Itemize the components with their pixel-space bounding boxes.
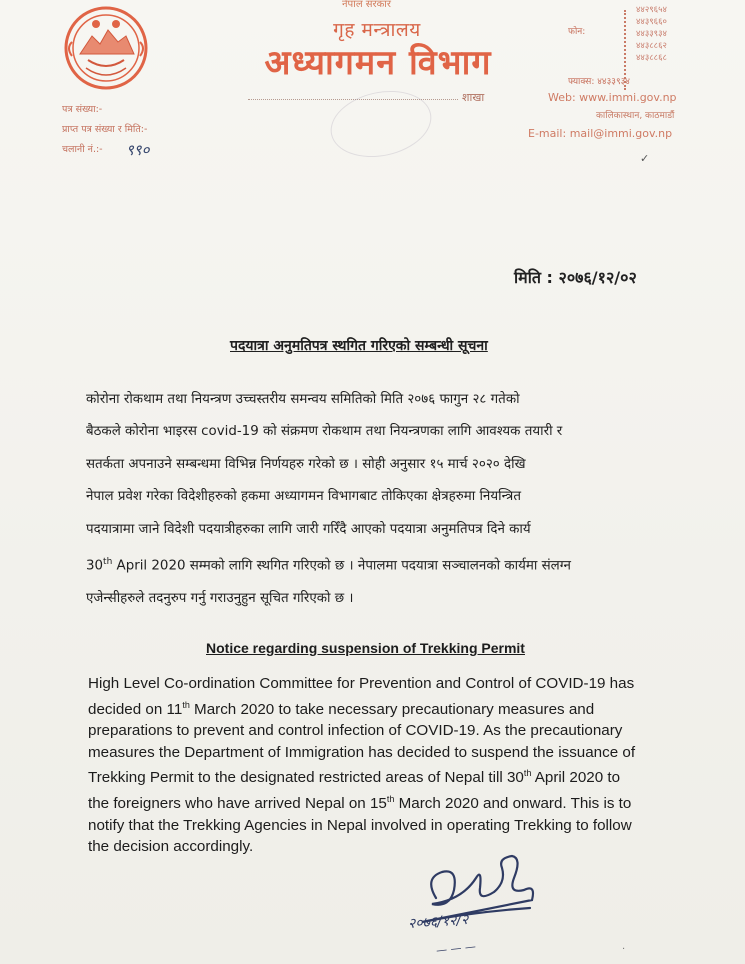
nepal-emblem-icon <box>58 2 154 94</box>
nepali-line-date-prefix: 30 <box>86 558 104 574</box>
phone-number: ४४३९६६० <box>636 17 667 27</box>
ordinal-suffix: th <box>523 768 532 779</box>
signature-date: २०७६/१२/२ <box>407 911 469 933</box>
dispatch-number: ९९० <box>126 141 150 159</box>
english-line: notify that the Trekking Agencies in Nepal involved in operating Trekking to follow <box>88 816 632 834</box>
header-divider <box>624 10 627 90</box>
notice-date: मिति : २०७६/१२/०२ <box>514 268 637 287</box>
faint-stamp <box>324 82 437 166</box>
check-mark-icon: ✓ <box>640 152 650 165</box>
nepali-notice-title: पदयात्रा अनुमतिपत्र स्थगित गरिएको सम्बन्धी सूचना <box>230 338 488 354</box>
nepali-notice-body <box>86 384 676 615</box>
phone-number: ४४२९६५४ <box>636 5 667 15</box>
nepali-line <box>86 546 676 583</box>
section-label: शाखा <box>462 91 485 104</box>
english-line: High Level Co-ordination Committee for Prevention and Control of COVID-19 has <box>88 675 635 692</box>
english-line <box>88 763 658 789</box>
english-line-part: decided on 11 <box>88 700 183 718</box>
english-line: measures the Department of Immigration has decided to suspend the issuance of <box>88 743 636 761</box>
website-link[interactable]: Web: www.immi.gov.np <box>548 91 677 104</box>
ministry-name: गृह मन्त्रालय <box>333 19 421 41</box>
english-line <box>88 695 658 721</box>
nepali-line: पदयात्रामा जाने विदेशी पदयात्रीहरुका लागि जारी गरिँदै आएको पदयात्रा अनुमतिपत्र दिने कार्य <box>86 521 531 537</box>
english-line-part: March 2020 to take necessary precautionary measures and <box>189 700 595 718</box>
ordinal-suffix: th <box>103 557 113 568</box>
ordinal-suffix: th <box>386 794 395 805</box>
received-letter-label: प्राप्त पत्र संख्या र मिति:- <box>62 124 148 135</box>
english-notice-title: Notice regarding suspension of Trekking Permit <box>206 640 525 656</box>
english-line-part: March 2020 and onward. This is to <box>394 795 632 813</box>
corner-mark: · <box>622 944 626 955</box>
signatory-name: — — — <box>435 939 477 958</box>
english-notice-body <box>88 673 658 858</box>
handwritten-signature <box>402 838 562 958</box>
department-name: अध्यागमन विभाग <box>264 43 492 83</box>
office-address: कालिकास्थान, काठमाडौं <box>596 111 675 121</box>
english-line: the decision accordingly. <box>88 838 254 856</box>
nepali-line: नेपाल प्रवेश गरेका विदेशीहरुको हकमा अध्यागमन विभागबाट तोकिएका क्षेत्रहरुमा नियन्त्रित <box>86 489 521 505</box>
letter-number-label: पत्र संख्या:- <box>62 104 103 115</box>
ordinal-suffix: th <box>182 699 190 710</box>
english-line <box>88 789 658 815</box>
nepali-line: एजेन्सीहरुले तदनुरुप गर्नु गराउनुहुन सूचित गरिएको छ । <box>86 590 354 606</box>
phone-list <box>636 4 696 64</box>
phone-number: ४४३३९३४ <box>636 29 667 39</box>
nepali-line: सतर्कता अपनाउने सम्बन्धमा विभिन्न निर्णयहरु गरेको छ । सोही अनुसार १५ मार्च २०२० देखि <box>86 456 526 472</box>
english-line-part: the foreigners who have arrived Nepal on 15 <box>88 795 387 813</box>
fax-number: फ्याक्स: ४४३३९३४ <box>568 77 630 87</box>
phone-label: फोन: <box>568 27 586 37</box>
dispatch-label: चलानी नं.:- <box>62 144 103 155</box>
phone-number: ४४३८८६८ <box>636 53 667 63</box>
nepali-line-rest: April 2020 सम्मको लागि स्थगित गरिएको छ । नेपालमा पदयात्रा सञ्चालनको कार्यमा संलग्न <box>112 558 571 574</box>
nepali-line: कोरोना रोकथाम तथा नियन्त्रण उच्चस्तरीय समन्वय समितिको मिति २०७६ फागुन २८ गतेको <box>86 392 520 407</box>
email-link[interactable]: E-mail: mail@immi.gov.np <box>528 127 673 140</box>
government-label: नेपाल सरकार <box>342 0 391 10</box>
phone-number: ४४३८८६२ <box>636 41 667 51</box>
english-line-part: April 2020 to <box>531 769 621 787</box>
nepali-line: बैठकले कोरोना भाइरस covid-19 को संक्रमण रोकथाम तथा नियन्त्रणका लागि आवश्यक तयारी र <box>86 424 563 440</box>
english-line: preparations to prevent and control infection of COVID-19. As the precautionary <box>88 722 623 740</box>
english-line-part: Trekking Permit to the designated restricted areas of Nepal till 30 <box>88 769 524 787</box>
